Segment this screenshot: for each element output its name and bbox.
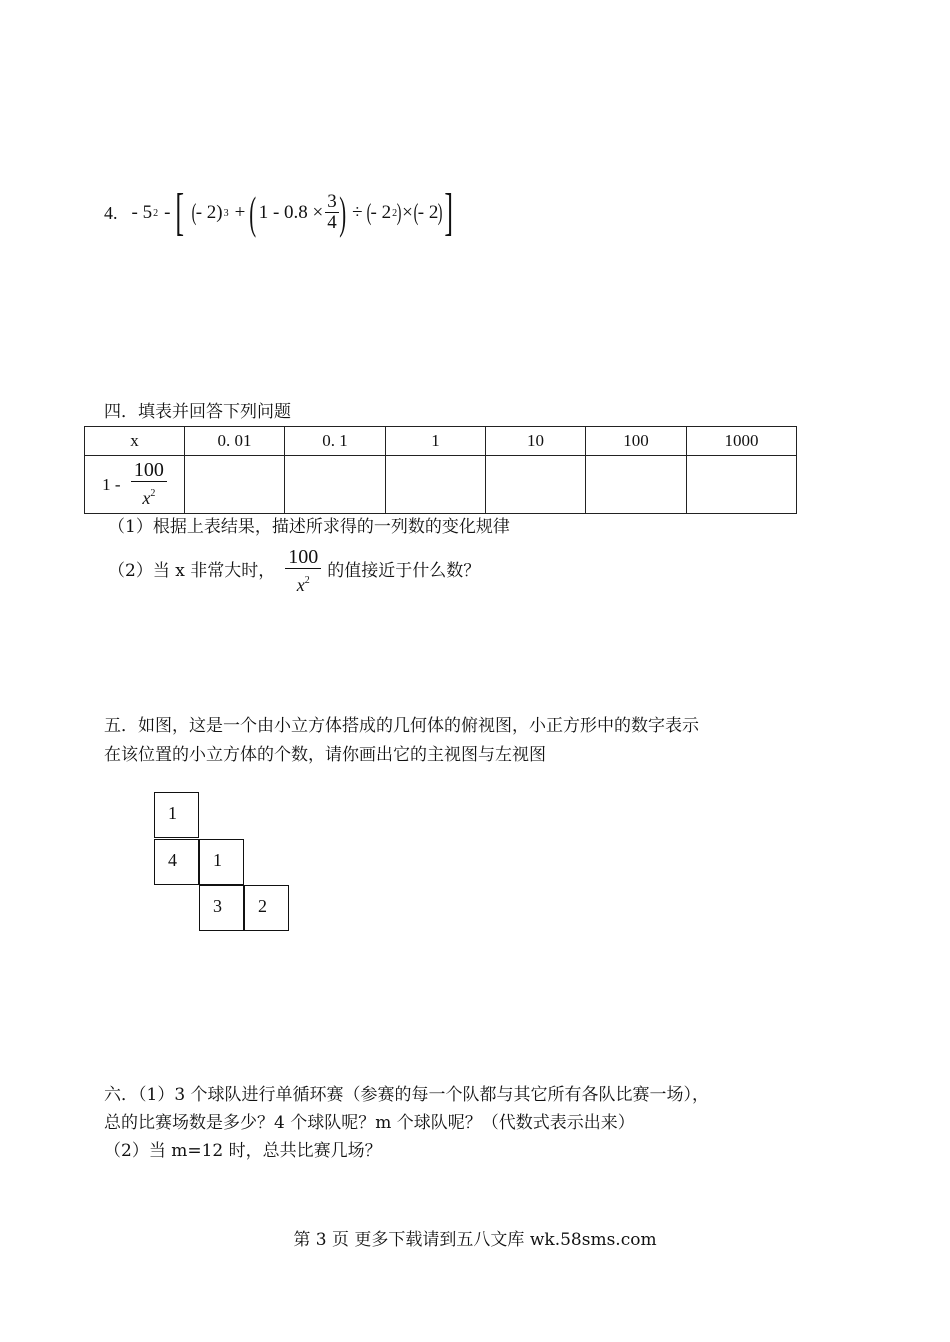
expr-exponent: 2: [153, 207, 159, 219]
fraction-100-over-x-squared: [285, 546, 321, 597]
cube-count: 1: [168, 803, 177, 823]
section-6-line-2: 总的比赛场数是多少？4 个球队呢？m 个球队呢？（代数式表示出来）: [104, 1113, 635, 1133]
expr-operator: +: [234, 202, 246, 223]
table-row-x: [85, 427, 797, 456]
section-5-line-1: 五．如图，这是一个由小立方体搭成的几何体的俯视图，小正方形中的数字表示: [104, 716, 699, 736]
exponent: 2: [150, 488, 156, 499]
table-cell-x: 1: [386, 427, 486, 456]
cube-count: 1: [213, 850, 222, 870]
expr-operator: ÷: [352, 202, 363, 223]
question-text: 的值接近于什么数？: [327, 560, 481, 581]
table-header-x: x: [85, 427, 185, 456]
variable-x: x: [296, 574, 305, 595]
answer-cell[interactable]: [486, 456, 586, 514]
fraction-denominator: 4: [327, 212, 337, 234]
table-header-expression: [85, 456, 185, 514]
fill-table: [84, 426, 797, 514]
expr-exponent: 2: [392, 207, 398, 219]
expr-term: - 2: [370, 202, 392, 223]
table-cell-x: 1000: [687, 427, 797, 456]
expr-term: - 2: [417, 202, 439, 223]
expr-operator: -: [164, 202, 171, 223]
answer-cell[interactable]: [386, 456, 486, 514]
table-cell-x: 0. 1: [285, 427, 386, 456]
grid-cell: [199, 885, 244, 931]
right-paren: ): [338, 187, 346, 238]
grid-cell: [154, 839, 199, 885]
expr-term: - 2): [195, 202, 223, 223]
problem-4-expression: [104, 183, 453, 243]
answer-cell[interactable]: [586, 456, 687, 514]
fraction-denominator: [285, 569, 321, 597]
section-6-line-3: （2）当 m=12 时，总共比赛几场？: [104, 1141, 382, 1161]
answer-cell[interactable]: [285, 456, 386, 514]
fraction-numerator: 100: [131, 459, 167, 482]
right-bracket: ]: [444, 184, 454, 241]
expr-term: - 5: [131, 202, 153, 223]
cube-count: 2: [258, 896, 267, 916]
section-5-line-2: 在该位置的小立方体的个数，请你画出它的主视图与左视图: [104, 745, 546, 765]
cube-count: 4: [168, 850, 177, 870]
table-cell-x: 0. 01: [185, 427, 285, 456]
paren: (: [413, 199, 419, 226]
page-footer: 第 3 页 更多下载请到五八文库 wk.58sms.com: [293, 1230, 657, 1250]
section-4-heading: 四．填表并回答下列问题: [104, 402, 291, 422]
section-4-question-2: [108, 543, 480, 599]
expr-operator: ×: [402, 202, 413, 223]
expr-exponent: 3: [223, 207, 229, 219]
variable-x: x: [142, 488, 151, 508]
grid-cell: [154, 792, 199, 838]
section-4-question-1: （1）根据上表结果，描述所求得的一列数的变化规律: [108, 517, 510, 537]
paren: ): [396, 199, 402, 226]
left-paren: (: [249, 187, 257, 238]
expr-term: 1 - 0.8 ×: [258, 202, 324, 223]
answer-cell[interactable]: [687, 456, 797, 514]
fraction-three-quarters: [325, 192, 339, 234]
fraction-numerator: 3: [327, 191, 337, 213]
question-text: （2）当 x 非常大时，: [108, 560, 276, 581]
fraction-100-over-x-squared: [131, 459, 167, 510]
grid-cell: [199, 839, 244, 885]
problem-number: 4.: [104, 202, 118, 223]
left-bracket: [: [175, 184, 185, 241]
table-cell-x: 10: [486, 427, 586, 456]
paren: (: [366, 199, 371, 226]
exponent: 2: [304, 574, 310, 586]
grid-cell: [244, 885, 289, 931]
fraction-numerator: 100: [285, 546, 321, 569]
cube-count: 3: [213, 896, 222, 916]
paren: ): [437, 199, 443, 226]
table-row-expression: [85, 456, 797, 514]
section-6-line-1: 六．（1）3 个球队进行单循环赛（参赛的每一个队都与其它所有各队比赛一场），: [104, 1085, 710, 1105]
fraction-denominator: [131, 482, 167, 510]
table-cell-x: 100: [586, 427, 687, 456]
expr-prefix: 1 -: [102, 474, 121, 494]
answer-cell[interactable]: [185, 456, 285, 514]
paren: (: [191, 199, 197, 226]
